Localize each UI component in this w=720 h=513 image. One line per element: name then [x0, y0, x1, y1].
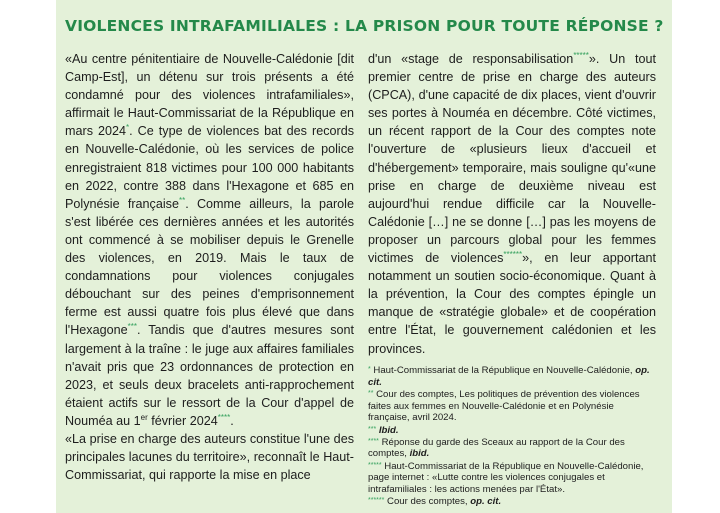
p1-text-a: «Au centre pénitentiaire de Nouvelle-Calédonie [dit Camp-Est], un détenu sur trois présents a été condamné pour des violences intrafamiliales», affirmait le Haut-Commissariat de la République en mars 2024 — [65, 52, 354, 139]
footnote-ref: op. cit. — [470, 496, 502, 508]
footnote-text: Haut-Commissariat de la République en Nouvelle-Calédonie, page internet : «Lutte contre les violences conjugales et intrafamiliales : les actions menées par l'État». — [368, 460, 644, 496]
footnote-text: Réponse du garde des Sceaux au rapport de la Cour des comptes, — [368, 436, 625, 460]
paragraph-1 — [65, 50, 354, 430]
note-ref-5[interactable]: ***** — [573, 50, 589, 60]
footnote-ref: Ibid. — [378, 424, 399, 436]
left-column — [65, 50, 354, 484]
p1-text-d: . Tandis que d'autres mesures sont largement à la traîne : le juge aux affaires familiales n'avait pris que 23 ordonnances de protection en 2023, et seuls deux bracelets anti-rapprochement étaient actifs sur le ressort de la Cour d'appel de Nouméa au 1 — [65, 323, 354, 428]
footnote-mark: ***** — [368, 461, 382, 469]
footnote-mark: ****** — [368, 497, 385, 505]
footnote-mark: *** — [368, 425, 377, 433]
paragraph-2: «La prise en charge des auteurs constitue l'une des principales lacunes du territoire», reconnaît le Haut-Commissariat, qui rapporte la mise en place — [65, 431, 354, 483]
p1-text-e: février 2024 — [147, 413, 218, 428]
footnote-mark: * — [368, 366, 371, 373]
note-ref-3[interactable]: *** — [127, 322, 137, 332]
footnote — [368, 496, 656, 508]
footnote — [368, 389, 656, 424]
note-ref-2[interactable]: ** — [178, 195, 186, 205]
footnote-text: Cour des comptes, Les politiques de prévention des violences faites aux femmes en Nouvelle-Calédonie et en Polynésie française, avril 2024. — [368, 388, 640, 424]
footnote-text: Haut-Commissariat de la République en Nouvelle-Calédonie, — [373, 365, 636, 376]
note-ref-4[interactable]: **** — [217, 412, 231, 422]
footnotes — [368, 365, 656, 508]
p3-text-b: ». Un tout premier centre de prise en charge des auteurs (CPCA), d'une capacité de dix places, vient d'ouvrir ses portes à Nouméa en décembre. Côté victimes, un récent rapport de la Cour des comptes note l'ouverture de «plusieurs lieux d'accueil et d'hébergement» temporaire, mais souligne qu'«une prise en charge de deuxième niveau est aujourd'hui rendue difficile car la Nouvelle-Calédonie […] ne se donne […] pas les moyens de proposer un parcours global pour les femmes victimes de violences — [368, 52, 657, 266]
footnote — [368, 461, 656, 496]
ordinal-er: er — [140, 412, 148, 422]
note-ref-1[interactable]: * — [126, 123, 130, 133]
p1-text-c: . Comme ailleurs, la parole s'est libérée ces dernières années et les autorités ont commencé à se mobiliser depuis le Grenelle des violences, en 2019. Mais le taux de condamnations pour violences conjugales débouchant sur des peines d'emprisonnement ferme est aussi quatre fois plus élevé que dans l'Hexagone — [65, 196, 354, 338]
footnote-ref: ibid. — [409, 448, 430, 460]
p1-text-b: . Ce type de violences bat des records en Nouvelle-Calédonie, où les services de police enregistraient 818 victimes pour 100 000 habitants en 2022, contre 388 dans l'Hexagone et 685 en Polynésie française — [65, 124, 354, 211]
p3-text-c: », en leur apportant notamment un soutien socio-économique. Quant à la prévention, la Cour des comptes épingle un manque de «stratégie globale» et de coopération entre l'État, le gouvernement calédonien et les provinces. — [368, 251, 656, 356]
footnote — [368, 425, 656, 437]
note-ref-6[interactable]: ****** — [503, 249, 523, 259]
footnote-mark: **** — [368, 437, 379, 445]
paragraph-3 — [368, 50, 656, 358]
footnote-ref: op. cit. — [368, 365, 650, 388]
footnote — [368, 437, 656, 460]
footnote-text: Cour des comptes, — [387, 496, 471, 508]
p3-text-a: d'un «stage de responsabilisation — [368, 52, 574, 66]
footnote — [368, 365, 656, 388]
right-column — [368, 50, 656, 358]
p1-text-f: . — [230, 413, 234, 428]
footnote-mark: ** — [368, 389, 374, 397]
box-title: VIOLENCES INTRAFAMILIALES : LA PRISON POUR TOUTE RÉPONSE ? — [65, 17, 664, 35]
